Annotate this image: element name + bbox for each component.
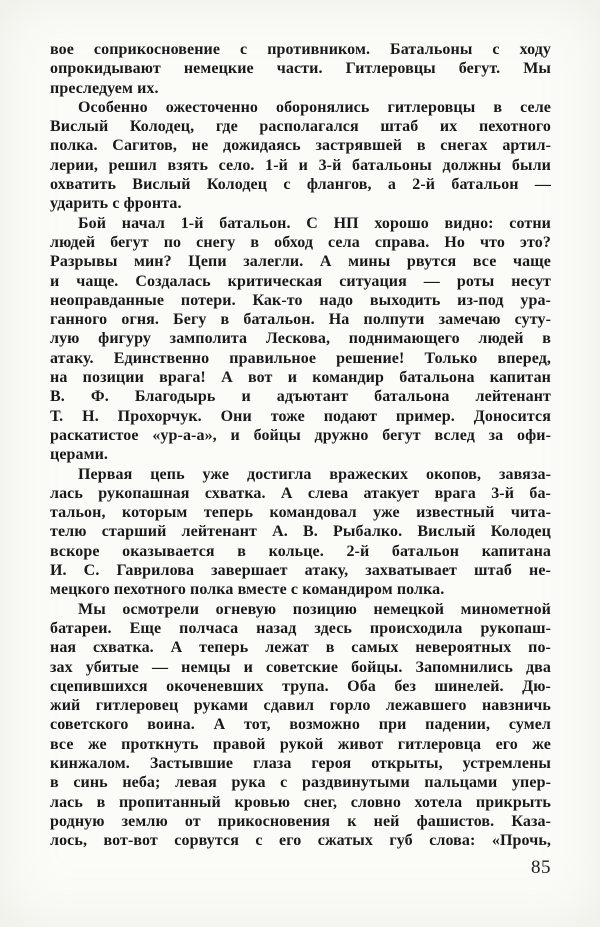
text-line: зах убитые — немцы и советские бойцы. Запомнились два [50,658,551,676]
text-line: лась в пропитанный кровью снег, словно хотела прикрыть [50,793,551,811]
text-line: ная схватка. А теперь лежат в самых невероятных по- [50,639,551,657]
text-line: батареи. Еще полчаса назад здесь происходила рукопаш- [50,619,551,637]
text-line: опрокидывают немецкие части. Гитлеровцы бегут. Мы [50,60,551,78]
text-line: преследуем их. [50,79,159,97]
text-line: лерии, решил взять село. 1-й и 3-й батальоны должны были [50,156,551,174]
text-line: ударить с фронта. [50,195,182,213]
text-line: все же проткнуть правой рукой живот гитлеровца его же [50,735,551,753]
text-line: жий гитлеровец руками сдавил горло лежавшего навзничь [50,697,551,715]
text-line: ганного огня. Бегу в батальон. На полпути замечаю суту- [50,311,551,329]
text-line: В. Ф. Благодырь и адъютант батальона лейтенант [50,388,551,406]
text-line: вскоре оказывается в кольце. 2-й батальон капитана [50,542,551,560]
text-line: Мы осмотрели огневую позицию немецкой минометной [78,600,551,618]
text-line: вое соприкосновение с противником. Батальоны с ходу [50,41,551,58]
text-line: сцепившихся окоченевших трупа. Оба без шинелей. Дю- [50,677,551,695]
text-line: атаку. Единственно правильное решение! Только вперед, [50,349,551,367]
text-line: Разрывы мин? Цепи залегли. А мины рвутся все чаще [50,253,551,271]
text-line: И. С. Гаврилова завершает атаку, захватывает штаб не- [50,562,551,580]
text-line: Вислый Колодец, где располагался штаб их пехотного [50,118,551,136]
text-line: родную землю от прикосновения к ней фашистов. Каза- [50,812,551,830]
text-line: Первая цепь уже достигла вражеских окопов, завяза- [78,465,551,483]
text-line: церами. [50,446,109,464]
text-line: тальон, которым теперь командовал уже известный чита- [50,504,551,522]
text-line: раскатистое «ур-а-а», и бойцы дружно бегут вслед за офи- [50,426,551,444]
text-line: кинжалом. Застывшие глаза героя открыты, устремлены [50,754,551,772]
text-line: лую фигуру замполита Лескова, поднимающего людей в [50,330,551,348]
page-text [50,40,551,850]
text-line: мецкого пехотного полка вместе с командиром полка. [50,581,445,599]
text-line: на позиции врага! А вот и командир батальона капитан [50,369,551,387]
text-line: лось, вот-вот сорвутся с его сжатых губ слова: «Прочь, [50,832,551,850]
text-line: и чаще. Создалась критическая ситуация — роты несут [50,272,551,290]
text-line: Бой начал 1-й батальон. С НП хорошо видно: сотни [78,214,551,232]
text-line: неоправданные потери. Как-то надо выходить из-под ура- [50,291,551,309]
text-line: Особенно ожесточенно оборонялись гитлеровцы в селе [78,98,551,116]
text-line: Т. Н. Прохорчук. Они тоже подают пример. Доносится [50,407,551,425]
text-line: в синь неба; левая рука с раздвинутыми пальцами упер- [50,774,551,792]
text-line: полка. Сагитов, не дожидаясь застрявшей в снегах артил- [50,137,551,155]
text-line: телю старший лейтенант А. В. Рыбалко. Вислый Колодец [50,523,551,541]
text-line: людей бегут по снегу в обход села справа. Но что это? [50,233,551,251]
text-line: охватить Вислый Колодец с флангов, а 2-й батальон — [50,176,551,194]
text-line: советского воина. А тот, возможно при падении, сумел [50,716,551,734]
text-line: лась рукопашная схватка. А слева атакует врага 3-й ба- [50,484,551,502]
page-number: 85 [531,857,551,878]
